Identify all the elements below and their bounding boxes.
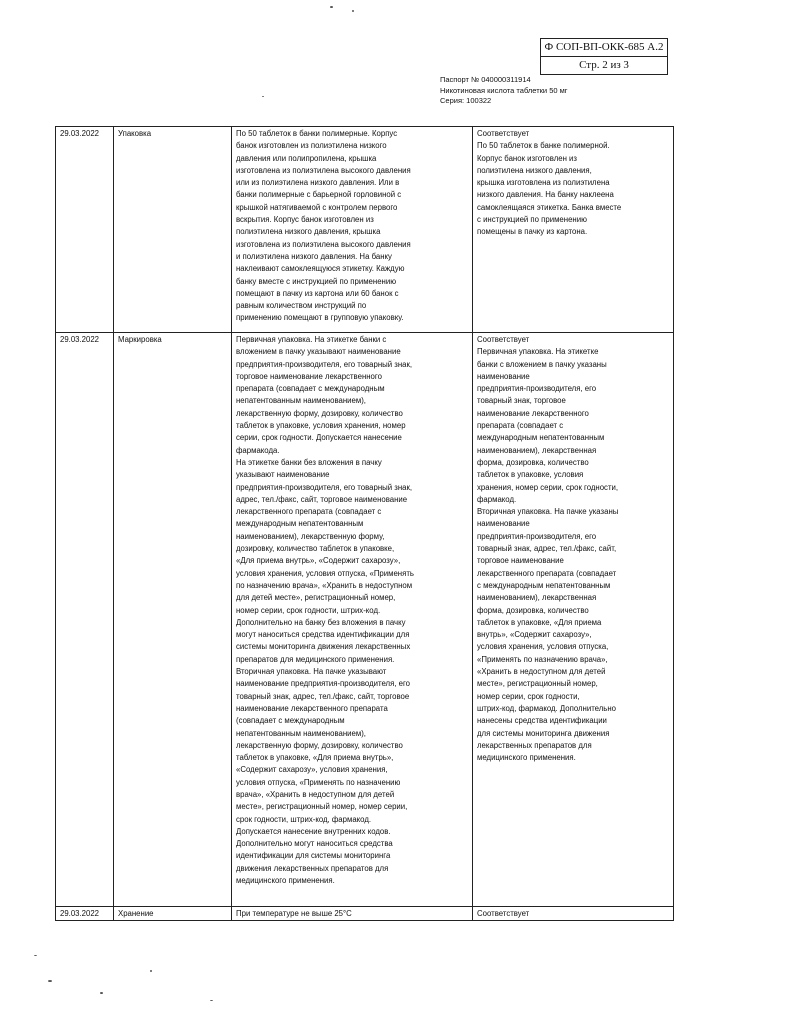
test-date: 29.03.2022 — [56, 127, 114, 333]
document-code: Ф СОП-ВП-ОКК-685 А.2 — [541, 39, 667, 57]
scan-speck — [48, 980, 52, 982]
quality-control-table — [55, 126, 674, 921]
table-row — [56, 333, 674, 907]
requirement-text: По 50 таблеток в банки полимерные. Корпус банок изготовлен из полиэтилена низкого давления или полипропилена, крышка изготовлена из полиэтилена высокого давления или из полиэтилена низкого давления. Или в банки полимерные с барьерной горловиной с крышкой натягиваемой с контролем первого вскрытия. Корпус банок изготовлен из полиэтилена низкого давления, крышка изготовлена из полиэтилена высокого давления и полиэтилена низкого давления. На банку наклеивают самоклеящуюся этикетку. Каждую банку вместе с инструкцией по применению помещают в пачку из картона или 60 банок с равным количеством инструкций по применению помещают в групповую упаковку. — [232, 127, 473, 333]
series-number: Серия: 100322 — [440, 96, 492, 105]
scan-speck — [34, 955, 37, 956]
test-parameter: Маркировка — [114, 333, 232, 907]
test-parameter: Хранение — [114, 907, 232, 921]
scan-speck — [330, 6, 333, 8]
requirement-text: Первичная упаковка. На этикетке банки с вложением в пачку указывают наименование предприятия-производителя, его товарный знак, торговое наименование лекарственного препарата (совпадает с международным непатентованным наименованием), лекарственную форму, дозировку, количество таблеток в упаковке, условия хранения, номер серии, срок годности. Допускается нанесение фармакода. На этикетке банки без вложения в пачку указывают наименование предприятия-производителя, его товарный знак, адрес, тел./факс, сайт, торговое наименование лекарственного препарата (совпадает с международным непатентованным наименованием), лекарственную форму, дозировку, количество таблеток в упаковке, «Для приема внутрь», «Содержит сахарозу», условия хранения, условия отпуска, «Применять по назначению врача», «Хранить в недоступном для детей месте», регистрационный номер, номер серии, срок годности, штрих-код. Дополнительно на банку без вложения в пачку могут наноситься средства идентификации для системы мониторинга движения лекарственных препаратов для медицинского применения. Вторичная упаковка. На пачке указывают наименование предприятия-производителя, его товарный знак, адрес, тел./факс, сайт, торговое наименование лекарственного препарата (совпадает с международным непатентованным наименованием), лекарственную форму, дозировку, количество таблеток в упаковке, «Для приема внутрь», «Содержит сахарозу», условия хранения, условия отпуска, «Применять по назначению врача», «Хранить в недоступном для детей месте», регистрационный номер, номер серии, срок годности, штрих-код, фармакод. Допускается нанесение внутренних кодов. Дополнительно могут наноситься средства идентификации для системы мониторинга движения лекарственных препаратов для медицинского применения. — [232, 333, 473, 907]
result-text: Соответствует По 50 таблеток в банке полимерной. Корпус банок изготовлен из полиэтилена низкого давления, крышка изготовлена из полиэтилена низкого давления. На банку наклеена самоклеящаяся этикетка. Банка вместе с инструкцией по применению помещены в пачку из картона. — [473, 127, 674, 333]
scan-speck — [352, 10, 354, 12]
test-parameter: Упаковка — [114, 127, 232, 333]
table-row — [56, 907, 674, 921]
passport-number: Паспорт № 040000311914 — [440, 75, 531, 84]
scan-speck — [150, 970, 152, 972]
product-name: Никотиновая кислота таблетки 50 мг — [440, 85, 568, 95]
test-date: 29.03.2022 — [56, 333, 114, 907]
scan-speck — [100, 992, 103, 994]
table-row — [56, 127, 674, 333]
scan-speck — [262, 96, 264, 97]
passport-info — [440, 75, 568, 107]
result-text: Соответствует Первичная упаковка. На этикетке банки с вложением в пачку указаны наименование предприятия-производителя, его товарный знак, торговое наименование лекарственного препарата (совпадает с международным непатентованным наименованием), лекарственная форма, дозировка, количество таблеток в упаковке, условия хранения, номер серии, срок годности, фармакод. Вторичная упаковка. На пачке указаны наименование предприятия-производителя, его товарный знак, адрес, тел./факс, сайт, торговое наименование лекарственного препарата (совпадает с международным непатентованным наименованием), лекарственная форма, дозировка, количество таблеток в упаковке, «Для приема внутрь», «Содержит сахарозу», условия хранения, условия отпуска, «Применять по назначению врача», «Хранить в недоступном для детей месте», регистрационный номер, номер серии, срок годности, штрих-код, фармакод. Дополнительно нанесены средства идентификации для системы мониторинга движения лекарственных препаратов для медицинского применения. — [473, 333, 674, 907]
scan-speck — [210, 1000, 213, 1001]
requirement-text: При температуре не выше 25°С — [232, 907, 473, 921]
page-number: Стр. 2 из 3 — [579, 59, 629, 71]
test-date: 29.03.2022 — [56, 907, 114, 921]
document-code-stamp — [540, 38, 668, 75]
result-text: Соответствует — [473, 907, 674, 921]
